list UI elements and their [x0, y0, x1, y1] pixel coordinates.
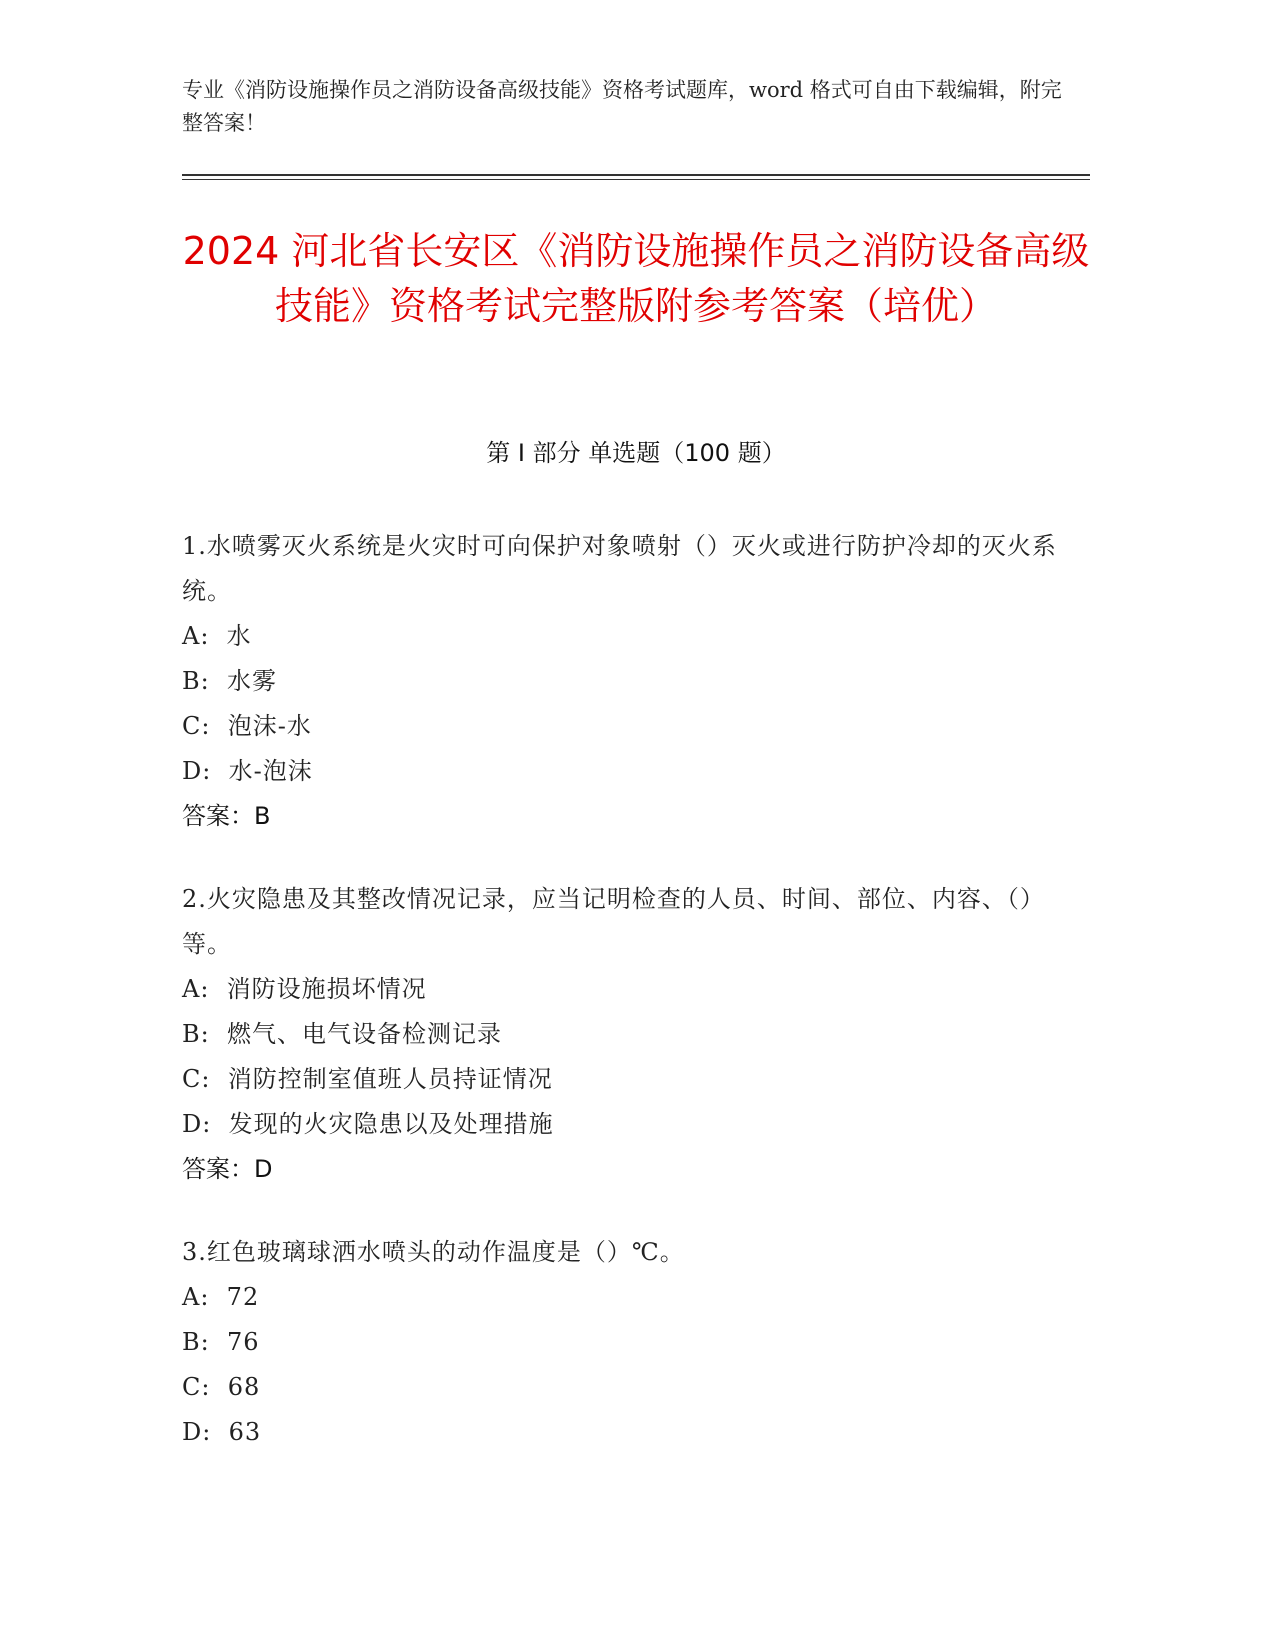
option-a: A: 消防设施损坏情况 — [182, 975, 427, 1003]
question-2 — [182, 877, 1062, 1192]
question-list — [182, 524, 1062, 1493]
section-heading: 第 I 部分 单选题（100 题） — [486, 439, 786, 467]
question-3 — [182, 1230, 1062, 1455]
option-d: D: 水-泡沫 — [182, 757, 313, 785]
answer: 答案：D — [182, 1155, 273, 1183]
option-a: A: 水 — [182, 622, 252, 650]
question-stem: 2.火灾隐患及其整改情况记录，应当记明检查的人员、时间、部位、内容、（）等。 — [182, 885, 1045, 958]
option-d: D: 63 — [182, 1418, 262, 1446]
header-divider-thick — [182, 174, 1090, 176]
header-divider-thin — [182, 179, 1090, 180]
answer: 答案：B — [182, 802, 271, 830]
option-c: C: 泡沫-水 — [182, 712, 312, 740]
question-stem: 3.红色玻璃球洒水喷头的动作温度是（）℃。 — [182, 1238, 685, 1266]
option-a: A: 72 — [182, 1283, 260, 1311]
question-1 — [182, 524, 1062, 839]
header-note: 专业《消防设施操作员之消防设备高级技能》资格考试题库，word 格式可自由下载编辑，附完整答案！ — [182, 78, 1062, 135]
option-c: C: 消防控制室值班人员持证情况 — [182, 1065, 553, 1093]
option-b: B: 76 — [182, 1328, 260, 1356]
option-b: B: 水雾 — [182, 667, 277, 695]
option-c: C: 68 — [182, 1373, 261, 1401]
option-b: B: 燃气、电气设备检测记录 — [182, 1020, 502, 1048]
document-title: 2024 河北省长安区《消防设施操作员之消防设备高级技能》资格考试完整版附参考答案（培优） — [182, 229, 1090, 328]
option-d: D: 发现的火灾隐患以及处理措施 — [182, 1110, 554, 1138]
question-stem: 1.水喷雾灭火系统是火灾时可向保护对象喷射（）灭火或进行防护冷却的灭火系统。 — [182, 532, 1057, 605]
